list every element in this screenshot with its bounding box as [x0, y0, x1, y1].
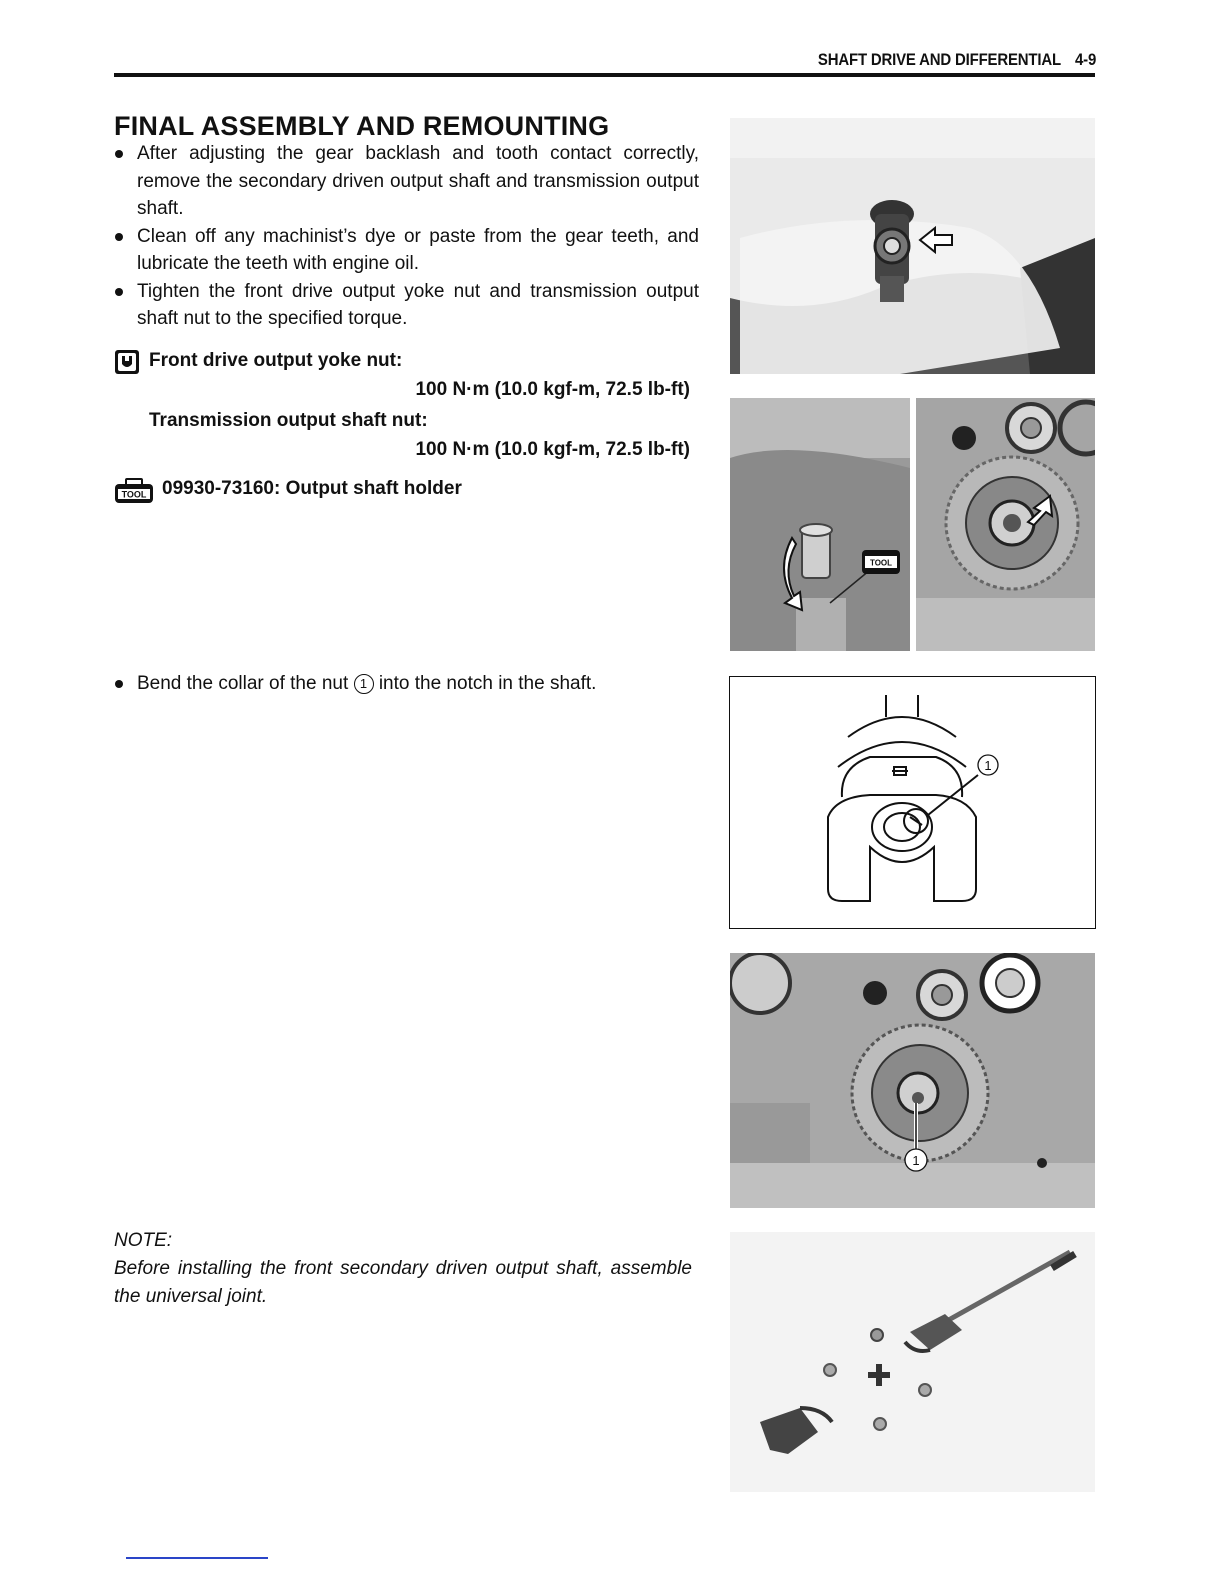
tool-label-figure: TOOL: [869, 558, 893, 568]
note: [114, 1227, 692, 1311]
photo-shaft-holder-left: [730, 398, 910, 651]
page-number: 4-9: [1074, 50, 1096, 69]
special-tool-icon: [114, 478, 154, 504]
bend-text-before: Bend the collar of the nut: [137, 673, 354, 694]
photo-shaft-holder-right: [916, 398, 1095, 651]
bend-collar-step: [114, 670, 699, 697]
photo-yoke-nut: [730, 118, 1095, 374]
page-title: FINAL ASSEMBLY AND REMOUNTING: [114, 111, 610, 141]
note-label: NOTE:: [114, 1230, 173, 1251]
footer-rule: [126, 1557, 268, 1559]
tool-number: 09930-73160: Output shaft holder: [162, 478, 462, 499]
yoke-nut-torque: 100 N·m (10.0 kgf-m, 72.5 lb-ft): [415, 379, 690, 400]
bend-text-after: into the notch in the shaft.: [373, 673, 597, 694]
tool-icon-label: TOOL: [121, 489, 147, 500]
shaft-nut-label: Transmission output shaft nut:: [149, 410, 428, 431]
list-item: Tighten the front drive output yoke nut and transmission output shaft nut to the specified torque.: [114, 278, 699, 333]
photo-staked-nut: [730, 953, 1095, 1208]
note-text: Before installing the front secondary driven output shaft, assemble the universal joint.: [114, 1258, 692, 1307]
running-header: [818, 50, 1096, 70]
list-item: Clean off any machinist’s dye or paste from the gear teeth, and lubricate the teeth with engine oil.: [114, 223, 699, 278]
yoke-nut-label: Front drive output yoke nut:: [149, 350, 403, 371]
list-item: After adjusting the gear backlash and tooth contact correctly, remove the secondary driven output shaft and transmission output shaft.: [114, 140, 699, 223]
diagram-nut-collar: [729, 676, 1096, 929]
shaft-nut-torque: 100 N·m (10.0 kgf-m, 72.5 lb-ft): [415, 439, 690, 460]
torque-wrench-icon: [114, 349, 140, 375]
callout-1-photo: 1: [912, 1153, 920, 1168]
photo-universal-joint: [730, 1232, 1095, 1492]
instruction-list: [114, 140, 699, 333]
section-title: SHAFT DRIVE AND DIFFERENTIAL: [817, 50, 1061, 69]
callout-1: 1: [354, 674, 374, 694]
header-rule: [114, 73, 1095, 77]
callout-1-diagram: 1: [984, 758, 992, 773]
